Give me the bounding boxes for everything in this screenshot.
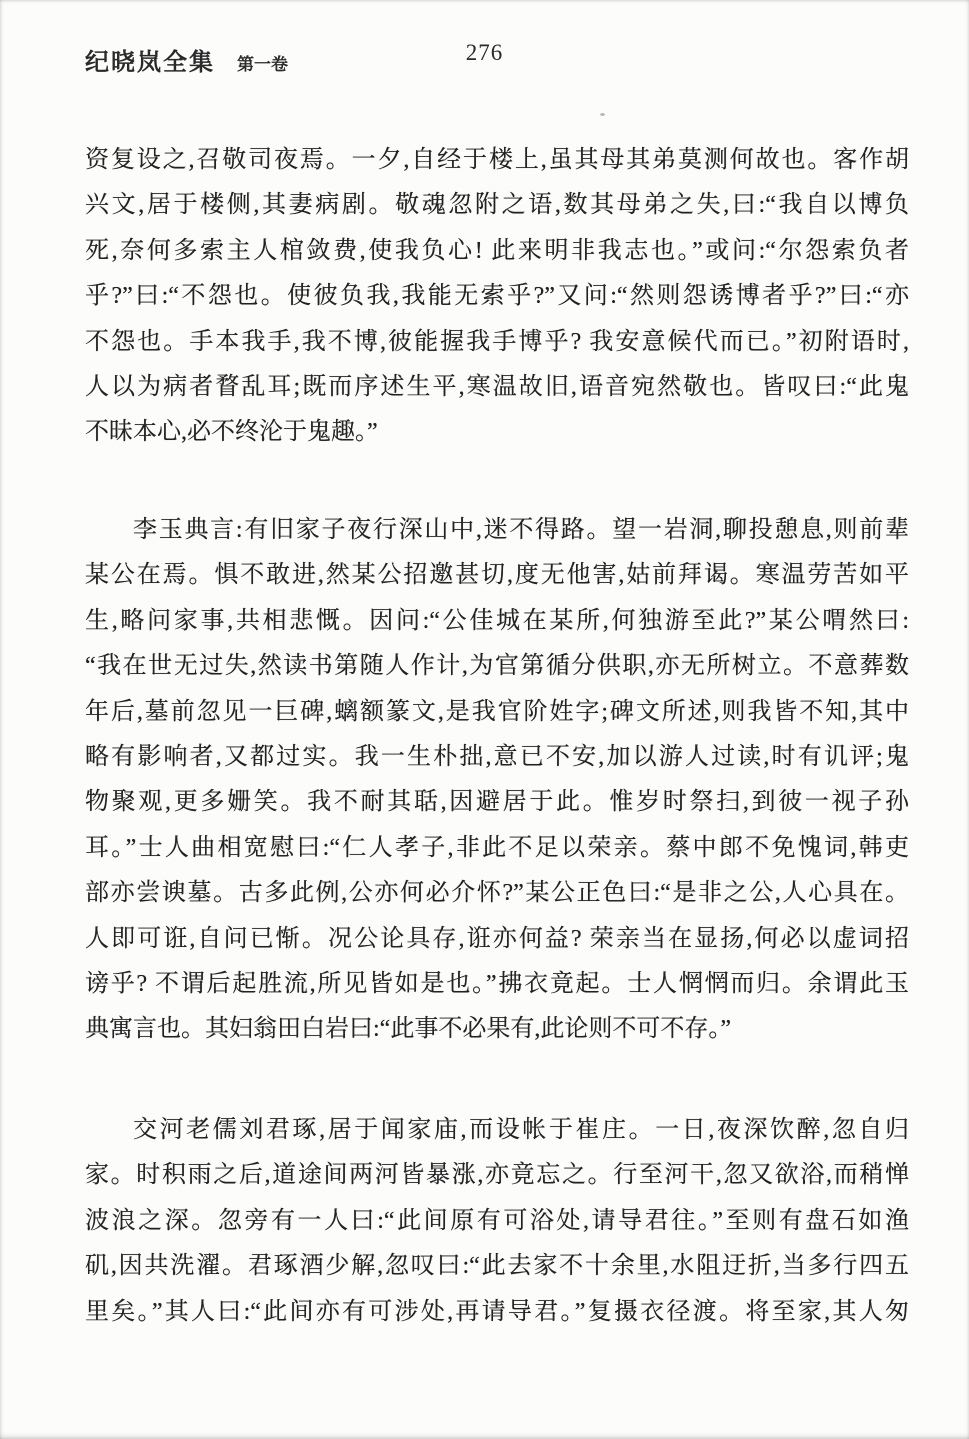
text-line: 李玉典言:有旧家子夜行深山中,迷不得路。望一岩洞,聊投憩息,则前辈 <box>133 517 909 543</box>
text-line: 不昧本心,必不终沦于鬼趣。” <box>85 419 378 446</box>
text-line: 资复设之,召敬司夜焉。一夕,自经于楼上,虽其母其弟莫测何故也。客作胡 <box>85 147 909 173</box>
text-line: 乎?”曰:“不怨也。使彼负我,我能无索乎?”又问:“然则怨诱博者乎?”曰:“亦 <box>85 283 909 310</box>
text-line: “我在世无过失,然读书第随人作计,为官第循分供职,亦无所树立。不意葬数 <box>85 653 909 680</box>
scan-speck <box>600 113 605 116</box>
text-line: 人即可诳,自问已惭。况公论具存,诳亦何益? 荣亲当在显扬,何必以虚词招 <box>85 925 909 952</box>
text-line: 波浪之深。忽旁有一人曰:“此间原有可浴处,请导君往。”至则有盘石如渔 <box>85 1207 909 1234</box>
text-line: 兴文,居于楼侧,其妻病剧。敬魂忽附之语,数其母弟之失,曰:“我自以博负 <box>85 192 909 219</box>
text-line: 死,奈何多索主人棺敛费,使我负心! 此来明非我志也。”或问:“尔怨索负者 <box>85 237 909 264</box>
book-title: 纪晓岚全集 <box>85 50 215 76</box>
text-line: 部亦尝谀墓。古多此例,公亦何必介怀?”某公正色曰:“是非之公,人心具在。 <box>85 880 909 907</box>
text-line: 谤乎? 不谓后起胜流,所见皆如是也。”拂衣竟起。士人惘惘而归。余谓此玉 <box>85 970 909 997</box>
text-line: 矶,因共洗濯。君琢酒少解,忽叹曰:“此去家不十余里,水阻迂折,当多行四五 <box>85 1253 909 1280</box>
text-line: 家。时积雨之后,道途间两河皆暴涨,亦竟忘之。行至河干,忽又欲浴,而稍惮 <box>85 1162 909 1189</box>
text-line: 物聚观,更多姗笑。我不耐其聒,因避居于此。惟岁时祭扫,到彼一视子孙 <box>85 789 909 816</box>
text-line: 典寓言也。其妇翁田白岩曰:“此事不必果有,此论则不可不存。” <box>85 1016 731 1043</box>
paragraph-3 <box>85 1108 909 1335</box>
text-line: 人以为病者瞀乱耳;既而序述生平,寒温故旧,语音宛然敬也。皆叹曰:“此鬼 <box>85 373 909 400</box>
text-line: 里矣。”其人曰:“此间亦有可涉处,再请导君。”复摄衣径渡。将至家,其人匆 <box>85 1298 909 1325</box>
volume-label: 第一卷 <box>237 55 288 74</box>
page-number: 276 <box>465 40 504 65</box>
text-line: 交河老儒刘君琢,居于闻家庙,而设帐于崔庄。一日,夜深饮醉,忽自归 <box>133 1117 909 1143</box>
paragraph-1 <box>85 138 909 456</box>
text-line: 生,略问家事,共相悲慨。因问:“公佳城在某所,何独游至此?”某公喟然曰: <box>85 607 909 634</box>
text-line: 耳。”士人曲相宽慰曰:“仁人孝子,非此不足以荣亲。蔡中郎不免愧词,韩吏 <box>85 834 909 861</box>
text-line: 某公在焉。惧不敢进,然某公招邀甚切,度无他害,姑前拜谒。寒温劳苦如平 <box>85 562 909 589</box>
paragraph-2 <box>85 508 909 1053</box>
text-line: 年后,墓前忽见一巨碑,螭额篆文,是我官阶姓字;碑文所述,则我皆不知,其中 <box>85 698 909 725</box>
text-line: 不怨也。手本我手,我不博,彼能握我手博乎? 我安意候代而已。”初附语时, <box>85 328 909 355</box>
text-line: 略有影响者,又都过实。我一生朴拙,意已不安,加以游人过读,时有讥评;鬼 <box>85 743 909 770</box>
